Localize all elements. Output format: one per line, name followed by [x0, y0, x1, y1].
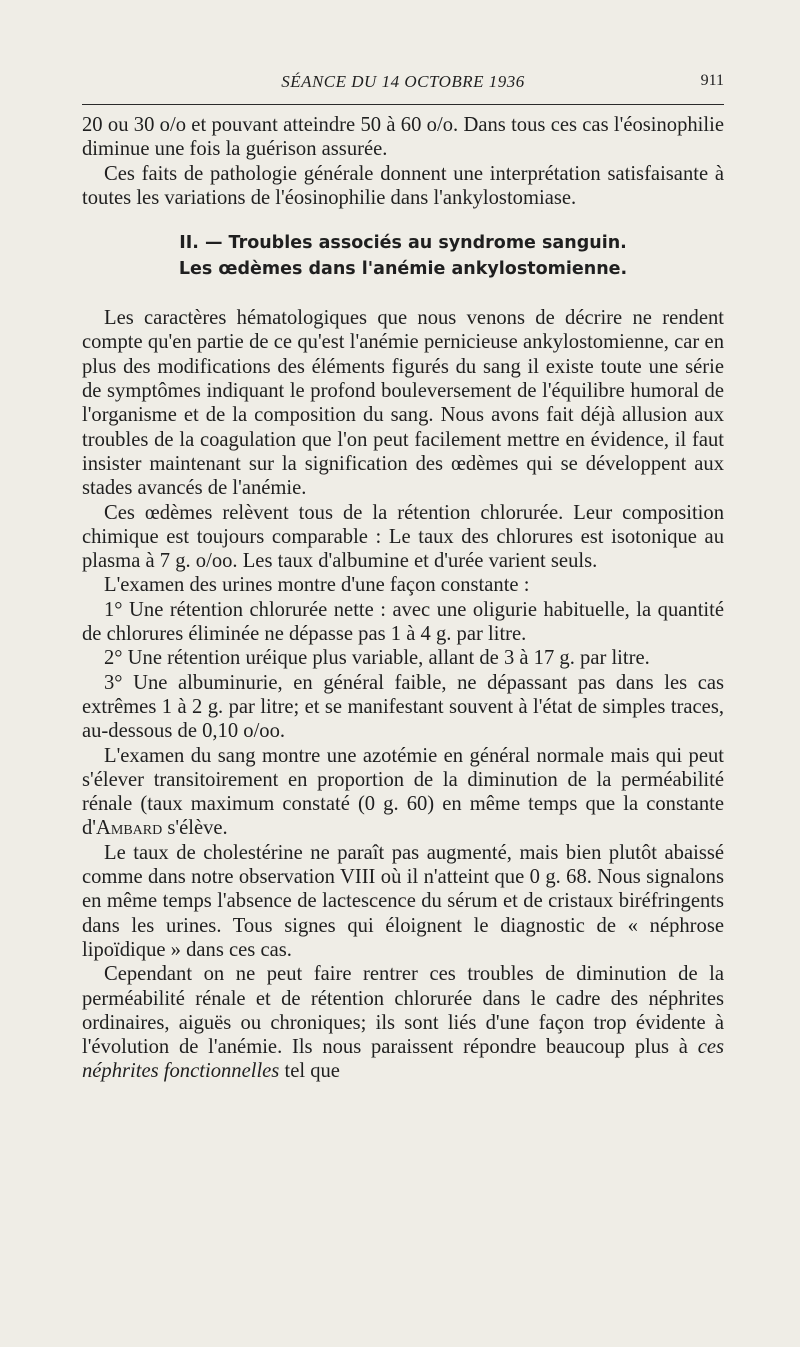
blood-exam-text-end: s'élève. [162, 817, 228, 840]
paragraph-oedemes: Ces œdèmes relèvent tous de la rétention chlorurée. Leur composition chimique est toujours comparable : Le taux des chlorures est isotonique au plasma à 7 g. o/oo. Les taux d'albumine et d'urée varient seuls. [82, 501, 724, 573]
paragraph-urines-intro: L'examen des urines montre d'une façon constante : [104, 574, 530, 597]
header-rule [82, 104, 724, 105]
nephrites-text-end: tel que [279, 1060, 340, 1083]
body-text [82, 113, 724, 1084]
paragraph-nephrites [82, 962, 724, 1083]
author-name-ambard: Ambard [96, 817, 163, 840]
page-number: 911 [700, 72, 724, 89]
paragraph-blood-exam [82, 744, 724, 841]
section-heading [82, 230, 724, 282]
list-item-1: 1° Une rétention chlorurée nette : avec une oligurie habituelle, la quantité de chlorures éliminée ne dépasse pas 1 à 4 g. par litre. [82, 598, 724, 646]
italic-phrase: ces néphrites fonctionnelles [82, 1036, 724, 1083]
paragraph-eosinophilia-end: 20 ou 30 o/o et pouvant atteindre 50 à 60 o/o. Dans tous ces cas l'éosinophilie diminue une fois la guérison assurée. [82, 114, 724, 161]
paragraph-cholesterine: Le taux de cholestérine ne paraît pas augmenté, mais bien plutôt abaissé comme dans notre observation VIII où il n'atteint que 0 g. 68. Nous signalons en même temps l'absence de lactescence du sérum et de cristaux biréfringents dans les urines. Tous signes qui éloignent le diagnostic de « néphrose lipoïdique » dans ces cas. [82, 841, 724, 961]
section-heading-line-2: Les œdèmes dans l'anémie ankylostomienne. [178, 259, 628, 280]
running-head: SÉANCE DU 14 OCTOBRE 1936 [281, 72, 525, 91]
section-heading-line-1: II. — Troubles associés au syndrome sanguin. [179, 233, 627, 254]
page-header [82, 66, 724, 96]
paragraph-hematology: Les caractères hématologiques que nous venons de décrire ne rendent compte qu'en partie de ce qu'est l'anémie pernicieuse ankylostomienne, car en plus des modifications des éléments figurés du sang il existe toute une série de symptômes indiquant le profond bouleversement de l'équilibre humoral de l'organisme et de la composition du sang. Nous avons fait déjà allusion aux troubles de la coagulation que l'on peut facilement mettre en évidence, il faut insister maintenant sur la signification des œdèmes qui se développent aux stades avancés de l'anémie. [82, 307, 724, 500]
list-item-3: 3° Une albuminurie, en général faible, ne dépassant pas dans les cas extrêmes 1 à 2 g. par litre; et se manifestant souvent à l'état de simples traces, au-dessous de 0,10 o/oo. [82, 671, 724, 743]
paragraph-pathology: Ces faits de pathologie générale donnent une interprétation satisfaisante à toutes les variations de l'éosinophilie dans l'ankylostomiase. [82, 162, 724, 209]
nephrites-text: Cependant on ne peut faire rentrer ces troubles de diminution de la perméabilité rénale et de rétention chlorurée dans le cadre des néphrites ordinaires, aiguës ou chroniques; ils sont liés d'une façon trop évidente à l'évolution de l'anémie. Ils nous paraissent répondre beaucoup plus à [82, 963, 724, 1059]
list-item-2: 2° Une rétention uréique plus variable, allant de 3 à 17 g. par litre. [104, 647, 650, 670]
blood-exam-text: L'examen du sang montre une azotémie en général normale mais qui peut s'élever transitoirement en proportion de la diminution de la perméabilité rénale (taux maximum constaté (0 g. 60) en même temps que la constante d' [82, 744, 724, 840]
